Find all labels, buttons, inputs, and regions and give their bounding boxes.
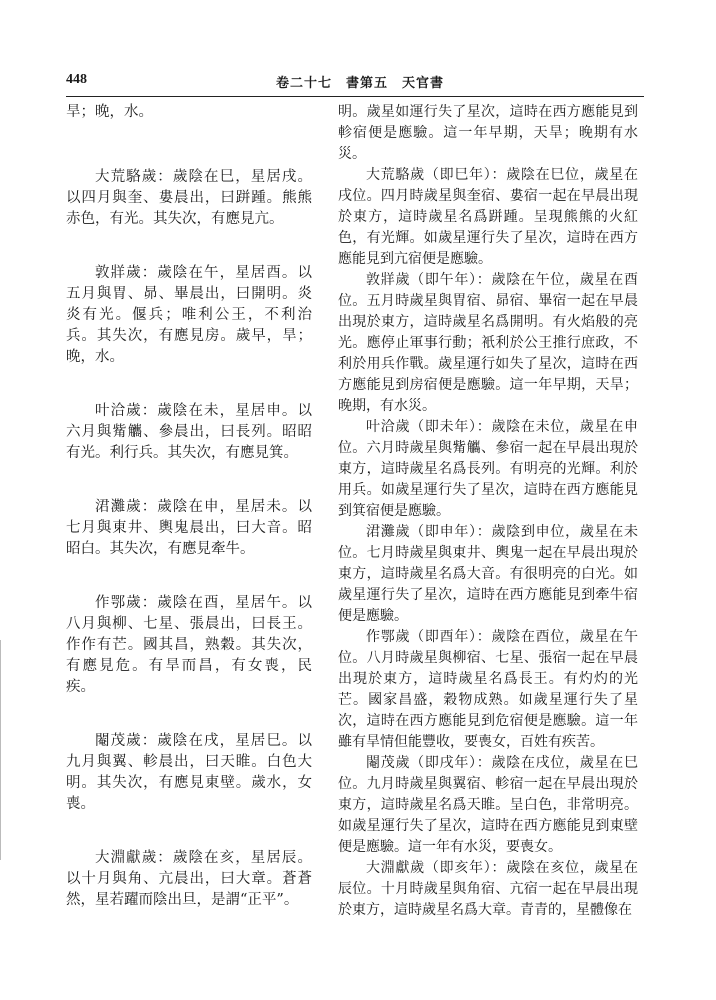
left-paragraph: 旱；晚，水。 bbox=[66, 104, 153, 120]
right-column-translation bbox=[338, 102, 638, 921]
right-paragraph: 敦牂歲（即午年）：歲陰在午位，歲星在酉位。五月時歲星與胃宿、昴宿、畢宿一起在早晨出現於東方，這時歲星名爲開明。有火焰般的亮光。應停止軍事行動；衹利於公王推行庶政，不利於用兵作戰。歲星運行如失了星次，這時在西方應能見到房宿便是應驗。這一年早期，天旱；晚期，有水災。 bbox=[338, 272, 638, 414]
right-paragraph: 作鄂歲（即酉年）：歲陰在酉位，歲星在午位。八月時歲星與柳宿、七星、張宿一起在早晨出現於東方，這時歲星名爲長王。有灼灼的光芒。國家昌盛，穀物成熟。如歲星運行失了星次，這時在西方應能見到危宿便是應驗。這一年雖有旱情但能豐收，要喪女，百姓有疾苦。 bbox=[338, 629, 638, 750]
left-paragraph: 閹茂歲：歲陰在戌，星居巳。以九月與翼、軫晨出，曰天睢。白色大明。其失次，有應見東壁。歲水，女喪。 bbox=[66, 733, 312, 812]
right-paragraph: 叶洽歲（即未年）：歲陰在未位，歲星在申位。六月時歲星與觜觿、參宿一起在早晨出現於東方，這時歲星名爲長列。有明亮的光輝。利於用兵。如歲星運行失了星次，這時在西方應能見到箕宿便是應驗。 bbox=[338, 419, 638, 519]
page-header bbox=[66, 68, 644, 97]
left-column-original-text bbox=[66, 102, 312, 944]
page-number: 448 bbox=[66, 72, 87, 87]
left-paragraph: 大淵獻歲：歲陰在亥，星居辰。以十月與角、亢晨出，曰大章。蒼蒼然，星若躍而陰出旦，是謂“正平”。 bbox=[66, 850, 312, 908]
right-paragraph: 明。歲星如運行失了星次，這時在西方應能見到軫宿便是應驗。這一年早期，天旱；晚期有水災。 bbox=[338, 104, 638, 162]
running-head: 卷二十七 書第五 天官書 bbox=[276, 76, 445, 91]
left-paragraph: 大荒駱歲：歲陰在巳，星居戌。以四月與奎、婁晨出，曰跰踵。熊熊赤色，有光。其失次，有應見亢。 bbox=[66, 169, 312, 227]
left-paragraph: 涒灘歲：歲陰在申，星居未。以七月與東井、輿鬼晨出，曰大音。昭昭白。其失次，有應見牽牛。 bbox=[66, 499, 312, 557]
right-paragraph: 大荒駱歲（即巳年）：歲陰在巳位，歲星在戌位。四月時歲星與奎宿、婁宿一起在早晨出現於東方，這時歲星名爲跰踵。呈現熊熊的火紅色，有光輝。如歲星運行失了星次，這時在西方應能見到亢宿便是應驗。 bbox=[338, 167, 638, 267]
left-paragraph: 作鄂歲：歲陰在酉，星居午。以八月與柳、七星、張晨出，曰長王。作作有芒。國其昌，熟穀。其失次，有應見危。有旱而昌，有女喪，民疾。 bbox=[66, 595, 312, 695]
left-paragraph: 敦牂歲：歲陰在午，星居酉。以五月與胃、昴、畢晨出，曰開明。炎炎有光。偃兵；唯利公王，不利治兵。其失次，有應見房。歲早，旱；晚，水。 bbox=[66, 265, 312, 365]
right-paragraph: 閹茂歲（即戌年）：歲陰在戌位，歲星在巳位。九月時歲星與翼宿、軫宿一起在早晨出現於東方，這時歲星名爲天睢。呈白色，非常明亮。如歲星運行失了星次，這時在西方應能見到東壁便是應驗。這一年有水災，要喪女。 bbox=[338, 755, 638, 855]
right-paragraph: 涒灘歲（即申年）：歲陰到申位，歲星在未位。七月時歲星與東井、輿鬼一起在早晨出現於東方，這時歲星名爲大音。有很明亮的白光。如歲星運行失了星次，這時在西方應能見到牽牛宿便是應驗。 bbox=[338, 524, 638, 624]
left-paragraph: 叶洽歲：歲陰在未，星居申。以六月與觜觿、參晨出，曰長列。昭昭有光。利行兵。其失次，有應見箕。 bbox=[66, 403, 312, 461]
right-paragraph: 大淵獻歲（即亥年）：歲陰在亥位，歲星在辰位。十月時歲星與角宿、亢宿一起在早晨出現於東方，這時歲星名爲大章。青青的，星體像在 bbox=[338, 860, 638, 918]
scan-edge-line bbox=[0, 640, 1, 860]
